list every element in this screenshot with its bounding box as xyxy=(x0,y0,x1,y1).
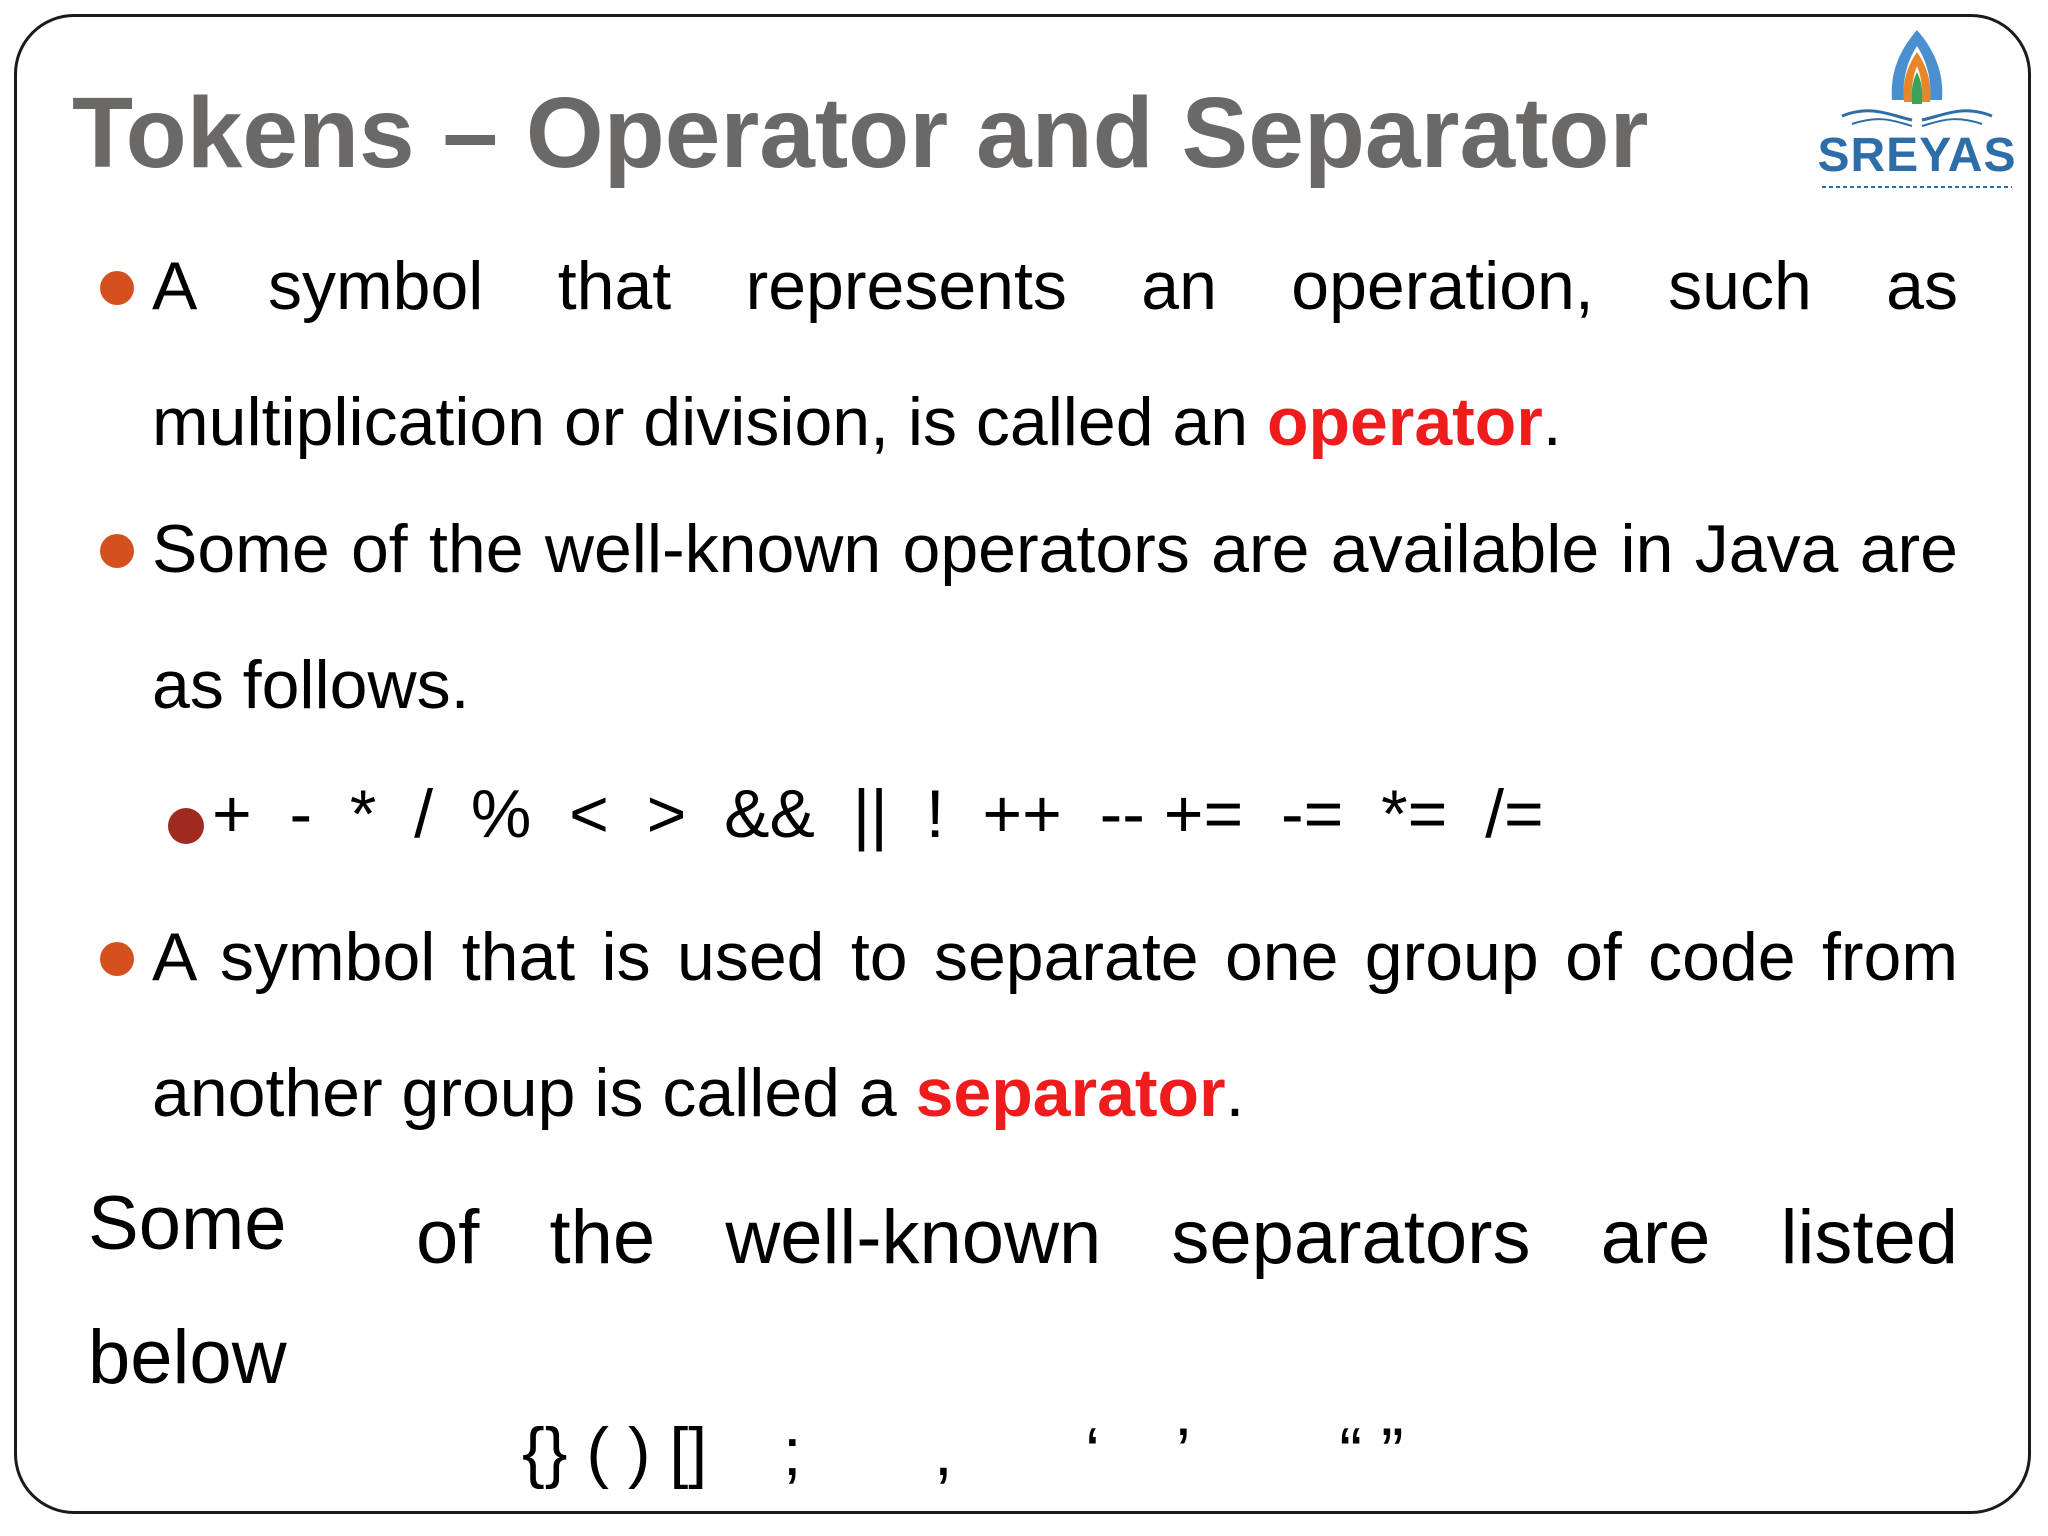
slide-title: Tokens – Operator and Separator xyxy=(72,77,1649,189)
separators-intro-last: below xyxy=(88,1315,287,1400)
bullet-text-end: . xyxy=(1542,384,1562,460)
bullet-text: A symbol that represents an operation, such as multiplication or division, is called an xyxy=(152,248,1958,460)
bullet-dot xyxy=(100,534,134,568)
separators-intro-rest: of the well-known separators are listed xyxy=(416,1195,1958,1280)
bullet-dot xyxy=(100,271,134,305)
bullet-text: Some of the well-known operators are available in Java are as follows. xyxy=(152,511,1958,723)
logo-text: SREYAS xyxy=(1817,129,2017,182)
bullet-dot xyxy=(100,942,134,976)
bullet-operator-definition xyxy=(152,218,1958,490)
operator-keyword: operator xyxy=(1266,384,1543,460)
sub-bullet-dot xyxy=(168,808,204,844)
separators-list: {} ( ) [] ; , ‘ ’ “ ” xyxy=(522,1414,1404,1490)
bullet-text: A symbol that is used to separate one group of code from another group is called a xyxy=(152,919,1958,1131)
bullet-text-end: . xyxy=(1225,1055,1245,1131)
operators-list: + - * / % < > && || ! ++ -- += -= *= /= xyxy=(212,776,1544,852)
flame-emblem-icon xyxy=(1812,24,2022,134)
sreyas-logo xyxy=(1812,24,2022,194)
bullet-separator-definition xyxy=(152,889,1958,1161)
logo-underline xyxy=(1812,184,2022,190)
separators-intro-first: Some xyxy=(88,1181,287,1266)
bullet-operators-intro xyxy=(152,481,1958,753)
separator-keyword: separator xyxy=(915,1055,1226,1131)
